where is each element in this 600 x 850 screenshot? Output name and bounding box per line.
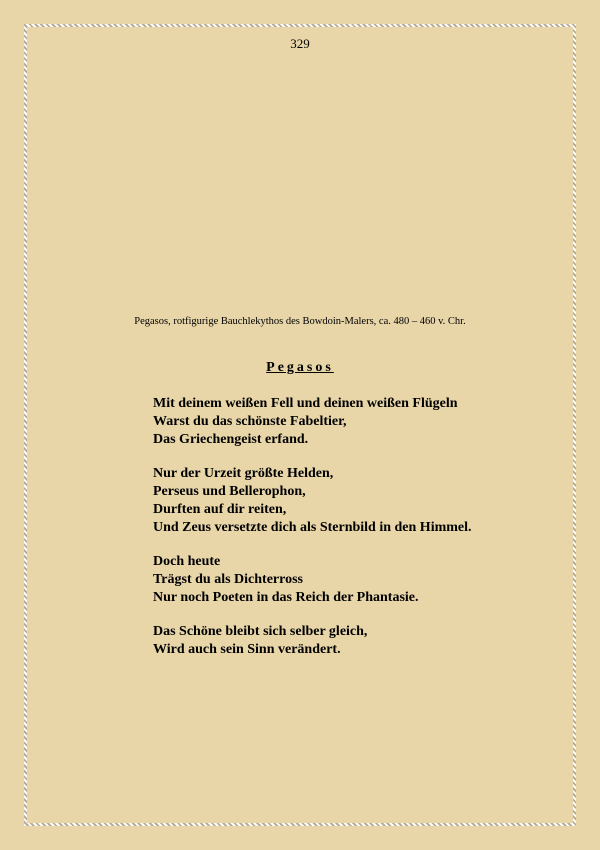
figure-caption: Pegasos, rotfigurige Bauchlekythos des Bowdoin-Malers, ca. 480 – 460 v. Chr. <box>134 316 466 327</box>
stanza <box>153 395 573 449</box>
page-number: 329 <box>290 36 310 51</box>
poem-line: Mit deinem weißen Fell und deinen weißen Flügeln <box>153 396 458 411</box>
stanza <box>153 553 573 607</box>
poem-title: Pegasos <box>266 360 334 375</box>
poem-line: Warst du das schönste Fabeltier, <box>153 414 347 429</box>
figure-image-area <box>60 70 540 300</box>
poem-body <box>153 395 573 675</box>
poem-line: Und Zeus versetzte dich als Sternbild in den Himmel. <box>153 520 472 535</box>
poem-line: Das Griechengeist erfand. <box>153 432 309 447</box>
poem-line: Trägst du als Dichterross <box>153 572 303 587</box>
poem-line: Durften auf dir reiten, <box>153 502 287 517</box>
stanza <box>153 465 573 537</box>
poem-line: Nur der Urzeit größte Helden, <box>153 466 334 481</box>
poem-line: Das Schöne bleibt sich selber gleich, <box>153 624 368 639</box>
poem-line: Doch heute <box>153 554 221 569</box>
poem-line: Wird auch sein Sinn verändert. <box>153 642 341 657</box>
poem-line: Perseus und Bellerophon, <box>153 484 306 499</box>
poem-line: Nur noch Poeten in das Reich der Phantasie. <box>153 590 419 605</box>
stanza <box>153 623 573 659</box>
